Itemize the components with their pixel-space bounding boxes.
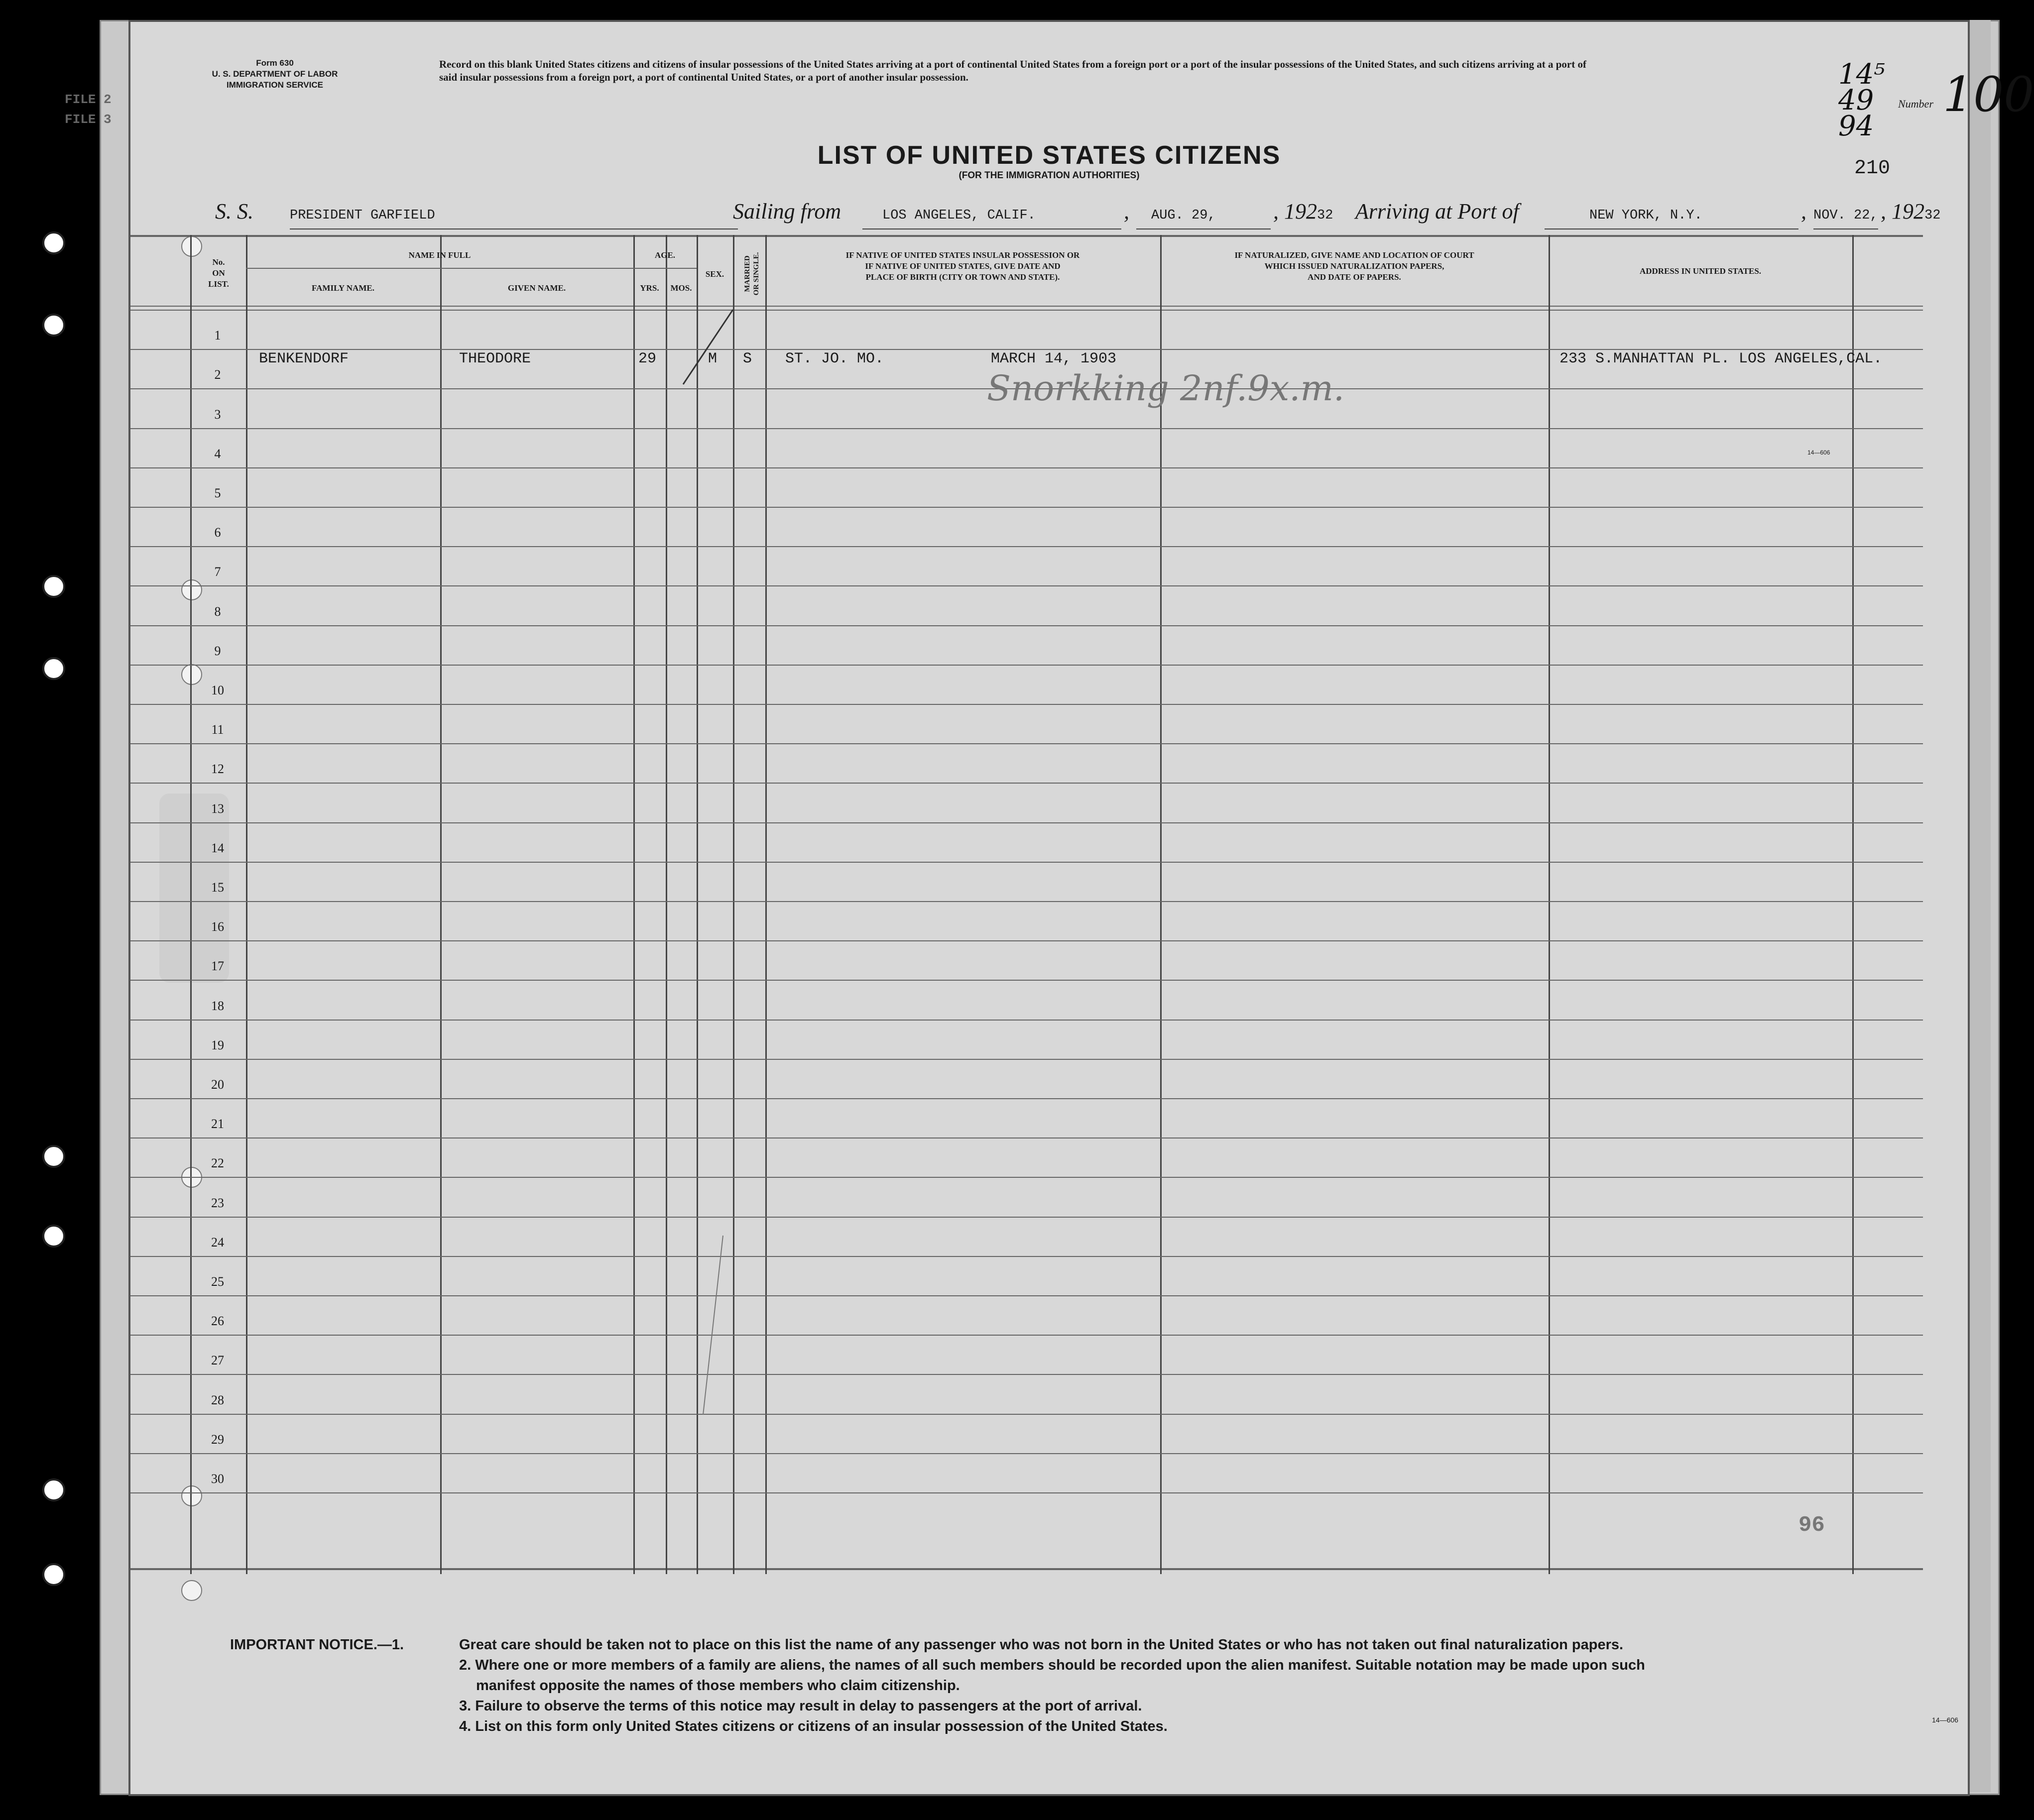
- col-border: [666, 235, 667, 1574]
- row-number: 13: [211, 801, 224, 816]
- header-sex: SEX.: [705, 269, 724, 279]
- sailing-label: Sailing from: [733, 199, 841, 224]
- page-title: LIST OF UNITED STATES CITIZENS: [817, 141, 1281, 170]
- binder-hole: [42, 1225, 65, 1248]
- col-border: [440, 235, 442, 1574]
- col-border: [190, 235, 192, 1574]
- row-divider: [130, 1414, 1923, 1415]
- row-divider: [130, 901, 1923, 902]
- binder-hole: [42, 1563, 65, 1586]
- married-cell: S: [743, 350, 752, 367]
- sail-year: , 19232: [1273, 199, 1333, 224]
- row-number: 24: [211, 1235, 224, 1250]
- form-print-mark: 14—606: [1932, 1716, 1958, 1724]
- header-address: ADDRESS IN UNITED STATES.: [1639, 266, 1762, 276]
- row-number: 18: [211, 998, 224, 1013]
- table-bottom-border: [130, 1568, 1923, 1570]
- row-number: 17: [211, 959, 224, 974]
- col-border: [765, 235, 767, 1574]
- ship-name: PRESIDENT GARFIELD: [290, 208, 435, 223]
- sex-cell: M: [708, 350, 718, 367]
- col-border: [1852, 235, 1854, 1574]
- header-married-single: MARRIED OR SINGLE.: [743, 252, 760, 296]
- form-header: [190, 58, 359, 91]
- record-instructions: Record on this blank United States citizens and citizens of insular possessions of the United States arriving at a port of continental United States from a foreign port or a port of the insular possessions of the United States, and such citizens arriving at a port of said insular possessions from a foreign port, a port of continental United States, or a port of another insular possession.: [439, 58, 1586, 83]
- row-number: 27: [211, 1353, 224, 1368]
- arrival-year-value: 32: [1924, 208, 1941, 223]
- row-number: 3: [214, 407, 221, 422]
- row-number: 15: [211, 880, 224, 895]
- arrival-date: NOV. 22,: [1813, 208, 1878, 223]
- col-border: [246, 235, 247, 1574]
- header-no: No. ON LIST.: [208, 257, 229, 289]
- notice-item-2: 2. Where one or more members of a family are aliens, the names of all such members should be recorded upon the alien manifest. Suitable notation may be made upon such: [459, 1657, 1645, 1673]
- header-age: AGE.: [654, 250, 676, 260]
- row-divider: [130, 783, 1923, 784]
- row-divider: [130, 585, 1923, 586]
- arrival-port: NEW YORK, N.Y.: [1589, 208, 1702, 223]
- notice-heading: IMPORTANT NOTICE.—1.: [230, 1637, 404, 1653]
- row-number: 6: [214, 525, 221, 540]
- sail-date-field: [1136, 199, 1271, 229]
- row-number: 5: [214, 486, 221, 500]
- sail-year-value: 32: [1317, 208, 1333, 223]
- row-divider: [130, 1059, 1923, 1060]
- row-divider: [130, 862, 1923, 863]
- notice-item-2-cont: manifest opposite the names of those members who claim citizenship.: [476, 1678, 960, 1694]
- sail-year-prefix: 192: [1284, 199, 1317, 224]
- row-divider: [130, 1335, 1923, 1336]
- row-number: 2: [214, 367, 221, 382]
- row-divider: [130, 940, 1923, 941]
- punch-hole: [181, 1580, 202, 1601]
- header-bottom-border: [130, 310, 1923, 311]
- row-divider: [130, 1295, 1923, 1296]
- ship-name-field: [290, 199, 738, 229]
- row-number: 28: [211, 1392, 224, 1407]
- arrival-date-field: [1813, 199, 1878, 229]
- ss-label: S. S.: [215, 199, 253, 224]
- number-label: Number: [1898, 98, 1933, 110]
- header-given-name: GIVEN NAME.: [507, 283, 566, 293]
- row-divider: [130, 1453, 1923, 1454]
- row-number: 7: [214, 565, 221, 579]
- row-number: 14: [211, 840, 224, 855]
- row-number: 4: [214, 446, 221, 461]
- page-subtitle: (FOR THE IMMIGRATION AUTHORITIES): [958, 170, 1140, 181]
- table-top-border: [130, 235, 1923, 237]
- birth-place-cell: ST. JO. MO.: [785, 350, 884, 367]
- header-mos: MOS.: [670, 283, 692, 293]
- header-bottom-border: [130, 306, 1923, 307]
- row-divider: [130, 1177, 1923, 1178]
- manifest-page: [128, 20, 2034, 1796]
- from-port: LOS ANGELES, CALIF.: [882, 208, 1036, 223]
- row-divider: [130, 980, 1923, 981]
- col-border: [1549, 235, 1550, 1574]
- row-number: 29: [211, 1432, 224, 1447]
- row-divider: [130, 507, 1923, 508]
- birth-date-cell: MARCH 14, 1903: [991, 350, 1117, 367]
- arrival-port-field: [1545, 199, 1798, 229]
- important-notice: [230, 1635, 1923, 1737]
- binder-hole: [42, 314, 65, 337]
- notice-item-4: 4. List on this form only United States citizens or citizens of an insular possession of the United States.: [459, 1718, 1168, 1734]
- age-yrs-cell: 29: [638, 350, 657, 367]
- row-divider: [130, 704, 1923, 705]
- family-name-cell: BENKENDORF: [259, 350, 349, 367]
- header-yrs: YRS.: [640, 283, 659, 293]
- list-210: 210: [1854, 157, 1891, 180]
- row-divider: [130, 665, 1923, 666]
- row-divider: [130, 1256, 1923, 1257]
- left-edge-stamp: FILE 2 FILE 3: [65, 92, 112, 127]
- comma: ,: [1124, 199, 1129, 224]
- notice-item-3: 3. Failure to observe the terms of this notice may result in delay to passengers at the port of arrival.: [459, 1698, 1142, 1714]
- small-print-mark: 14—606: [1807, 449, 1830, 456]
- notice-item-1-text: Great care should be taken not to place on this list the name of any passenger who was not born in the United States or who has not taken out final naturalization papers.: [459, 1637, 1624, 1653]
- row-number: 20: [211, 1077, 224, 1092]
- row-number: 10: [211, 683, 224, 697]
- row-number: 22: [211, 1156, 224, 1171]
- row-divider: [130, 467, 1923, 468]
- arrival-year-prefix: 192: [1892, 199, 1924, 224]
- binder-hole: [42, 575, 65, 598]
- name-subheader-line: [246, 268, 633, 269]
- notice-item-1: [230, 1635, 1923, 1655]
- given-name-cell: THEODORE: [459, 350, 531, 367]
- row-number: 19: [211, 1037, 224, 1052]
- binder-hole: [42, 1145, 65, 1168]
- header-birth: IF NATIVE OF UNITED STATES INSULAR POSSESSION OR IF NATIVE OF UNITED STATES, GIVE DATE AND PLACE OF BIRTH (CITY OR TOWN AND STATE).: [845, 250, 1080, 282]
- manifest-table: [130, 235, 1968, 1574]
- from-port-field: [862, 199, 1121, 229]
- age-subheader-line: [633, 268, 697, 269]
- col-border: [633, 235, 635, 1574]
- binder-hole: [42, 1479, 65, 1501]
- row-number: 21: [211, 1117, 224, 1132]
- sail-date: AUG. 29,: [1151, 208, 1216, 223]
- row-divider: [130, 428, 1923, 429]
- header-name-in-full: NAME IN FULL: [408, 250, 471, 260]
- pen-strokes: [668, 310, 748, 1435]
- row-divider: [130, 349, 1923, 350]
- row-number: 11: [211, 722, 224, 737]
- row-number: 8: [214, 604, 221, 619]
- row-number: 1: [214, 328, 221, 343]
- binder-hole: [42, 231, 65, 254]
- row-divider: [130, 1217, 1923, 1218]
- row-divider: [130, 1492, 1923, 1493]
- header-naturalized: IF NATURALIZED, GIVE NAME AND LOCATION OF COURT WHICH ISSUED NATURALIZATION PAPERS, AND DATE OF PAPERS.: [1234, 250, 1474, 282]
- row-divider: [130, 822, 1923, 823]
- service: IMMIGRATION SERVICE: [227, 80, 323, 90]
- row-number: 12: [211, 762, 224, 777]
- address-cell: 233 S.MANHATTAN PL. LOS ANGELES,CAL.: [1559, 350, 1883, 367]
- row-divider: [130, 1374, 1923, 1375]
- row-number: 30: [211, 1472, 224, 1486]
- header-family-name: FAMILY NAME.: [312, 283, 374, 293]
- row-divider: [130, 743, 1923, 744]
- stamp-96: 96: [1798, 1513, 1825, 1538]
- col-border: [1160, 235, 1162, 1574]
- row-number: 25: [211, 1274, 224, 1289]
- arriving-label: Arriving at Port of: [1355, 199, 1519, 224]
- row-number: 26: [211, 1314, 224, 1329]
- department: U. S. DEPARTMENT OF LABOR: [212, 69, 338, 79]
- row-divider: [130, 546, 1923, 547]
- form-number: Form 630: [256, 58, 294, 68]
- list-number: 100: [1943, 67, 2034, 122]
- handwritten-signature: Snorkking 2nf.9x.m.: [987, 368, 1345, 409]
- row-divider: [130, 1098, 1923, 1099]
- row-number: 16: [211, 919, 224, 934]
- comma: ,: [1801, 199, 1806, 224]
- arrival-year: , 19232: [1881, 199, 1941, 224]
- handwritten-fraction: 14⁵ 49 94: [1838, 58, 1885, 142]
- binder-hole: [42, 657, 65, 680]
- row-divider: [130, 625, 1923, 626]
- row-number: 9: [214, 643, 221, 658]
- row-divider: [130, 1020, 1923, 1021]
- row-number: 23: [211, 1195, 224, 1210]
